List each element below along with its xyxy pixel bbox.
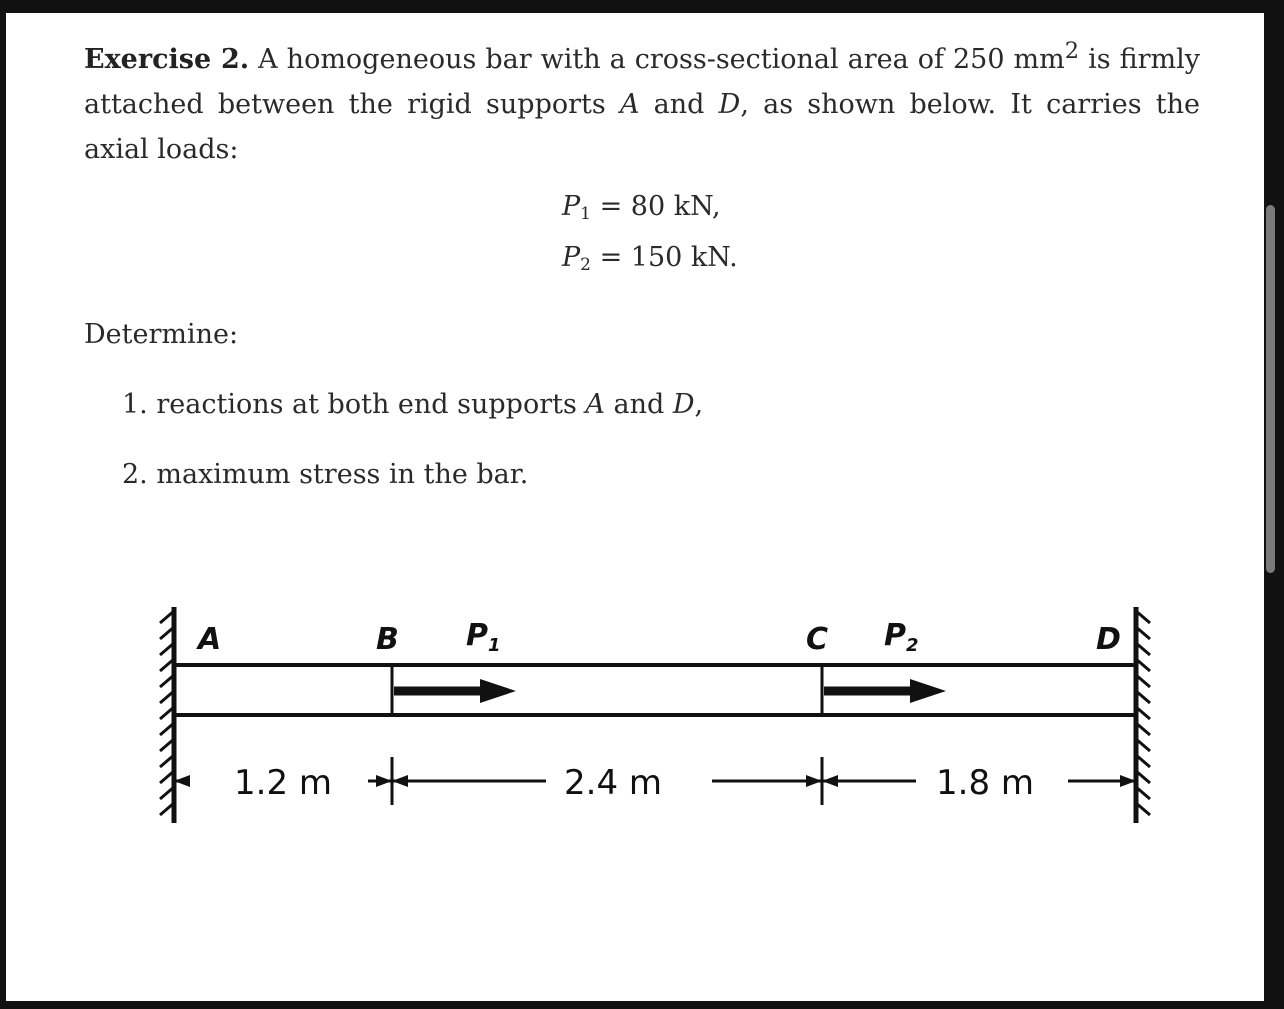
intro-text-4: , as shown below. It carries the axial loads: xyxy=(84,89,1201,165)
segment-length-cd: 1.8 m xyxy=(936,763,1034,803)
exercise-statement xyxy=(84,29,1200,172)
vertical-scrollbar[interactable] xyxy=(1266,205,1275,573)
bar xyxy=(174,665,1136,715)
load-value: = 150 kN. xyxy=(599,242,738,273)
task-number: 1. xyxy=(122,389,148,420)
intro-text-1: A homogeneous bar with a cross-sectional area of 250 mm xyxy=(249,44,1065,75)
force-arrow-p1 xyxy=(394,679,516,703)
load-symbol: P xyxy=(562,191,581,222)
support-a-ref: A xyxy=(585,389,605,420)
intro-text-3: and xyxy=(639,89,719,120)
bar-diagram xyxy=(146,601,1166,841)
point-label-b: B xyxy=(376,622,399,657)
support-d-ref: D xyxy=(672,389,695,420)
force-label-p1: $P_1$ xyxy=(466,618,501,656)
load-subscript: 1 xyxy=(580,204,591,224)
task-text: reactions at both end supports xyxy=(156,389,586,420)
segment-length-bc: 2.4 m xyxy=(564,763,662,803)
load-equation-p2 xyxy=(562,242,738,275)
point-label-a: A xyxy=(198,622,222,657)
segment-length-ab: 1.2 m xyxy=(234,763,332,803)
task-text: maximum stress in the bar. xyxy=(156,459,529,490)
exercise-label: Exercise 2. xyxy=(84,44,250,75)
point-label-c: C xyxy=(806,622,829,657)
support-a-ref: A xyxy=(619,89,640,120)
determine-heading: Determine: xyxy=(84,319,239,350)
force-arrow-p2 xyxy=(824,679,946,703)
load-subscript: 2 xyxy=(580,255,591,275)
task-item-1 xyxy=(122,389,703,420)
task-item-2 xyxy=(122,459,528,490)
intro-text-2: is firmly attached between the rigid supports xyxy=(84,44,1200,120)
right-support-wall xyxy=(1136,607,1150,823)
left-support-wall xyxy=(160,607,174,823)
support-d-ref: D xyxy=(718,89,741,120)
load-value: = 80 kN, xyxy=(599,191,721,222)
load-equation-p1 xyxy=(562,191,721,224)
point-label-d: D xyxy=(1096,622,1121,657)
area-unit-exponent: 2 xyxy=(1064,38,1080,64)
force-label-p2: $P_2$ xyxy=(884,618,919,656)
load-symbol: P xyxy=(562,242,581,273)
task-text-and: and xyxy=(604,389,673,420)
task-number: 2. xyxy=(122,459,148,490)
task-text-end: , xyxy=(694,389,704,420)
document-page xyxy=(6,13,1264,1001)
